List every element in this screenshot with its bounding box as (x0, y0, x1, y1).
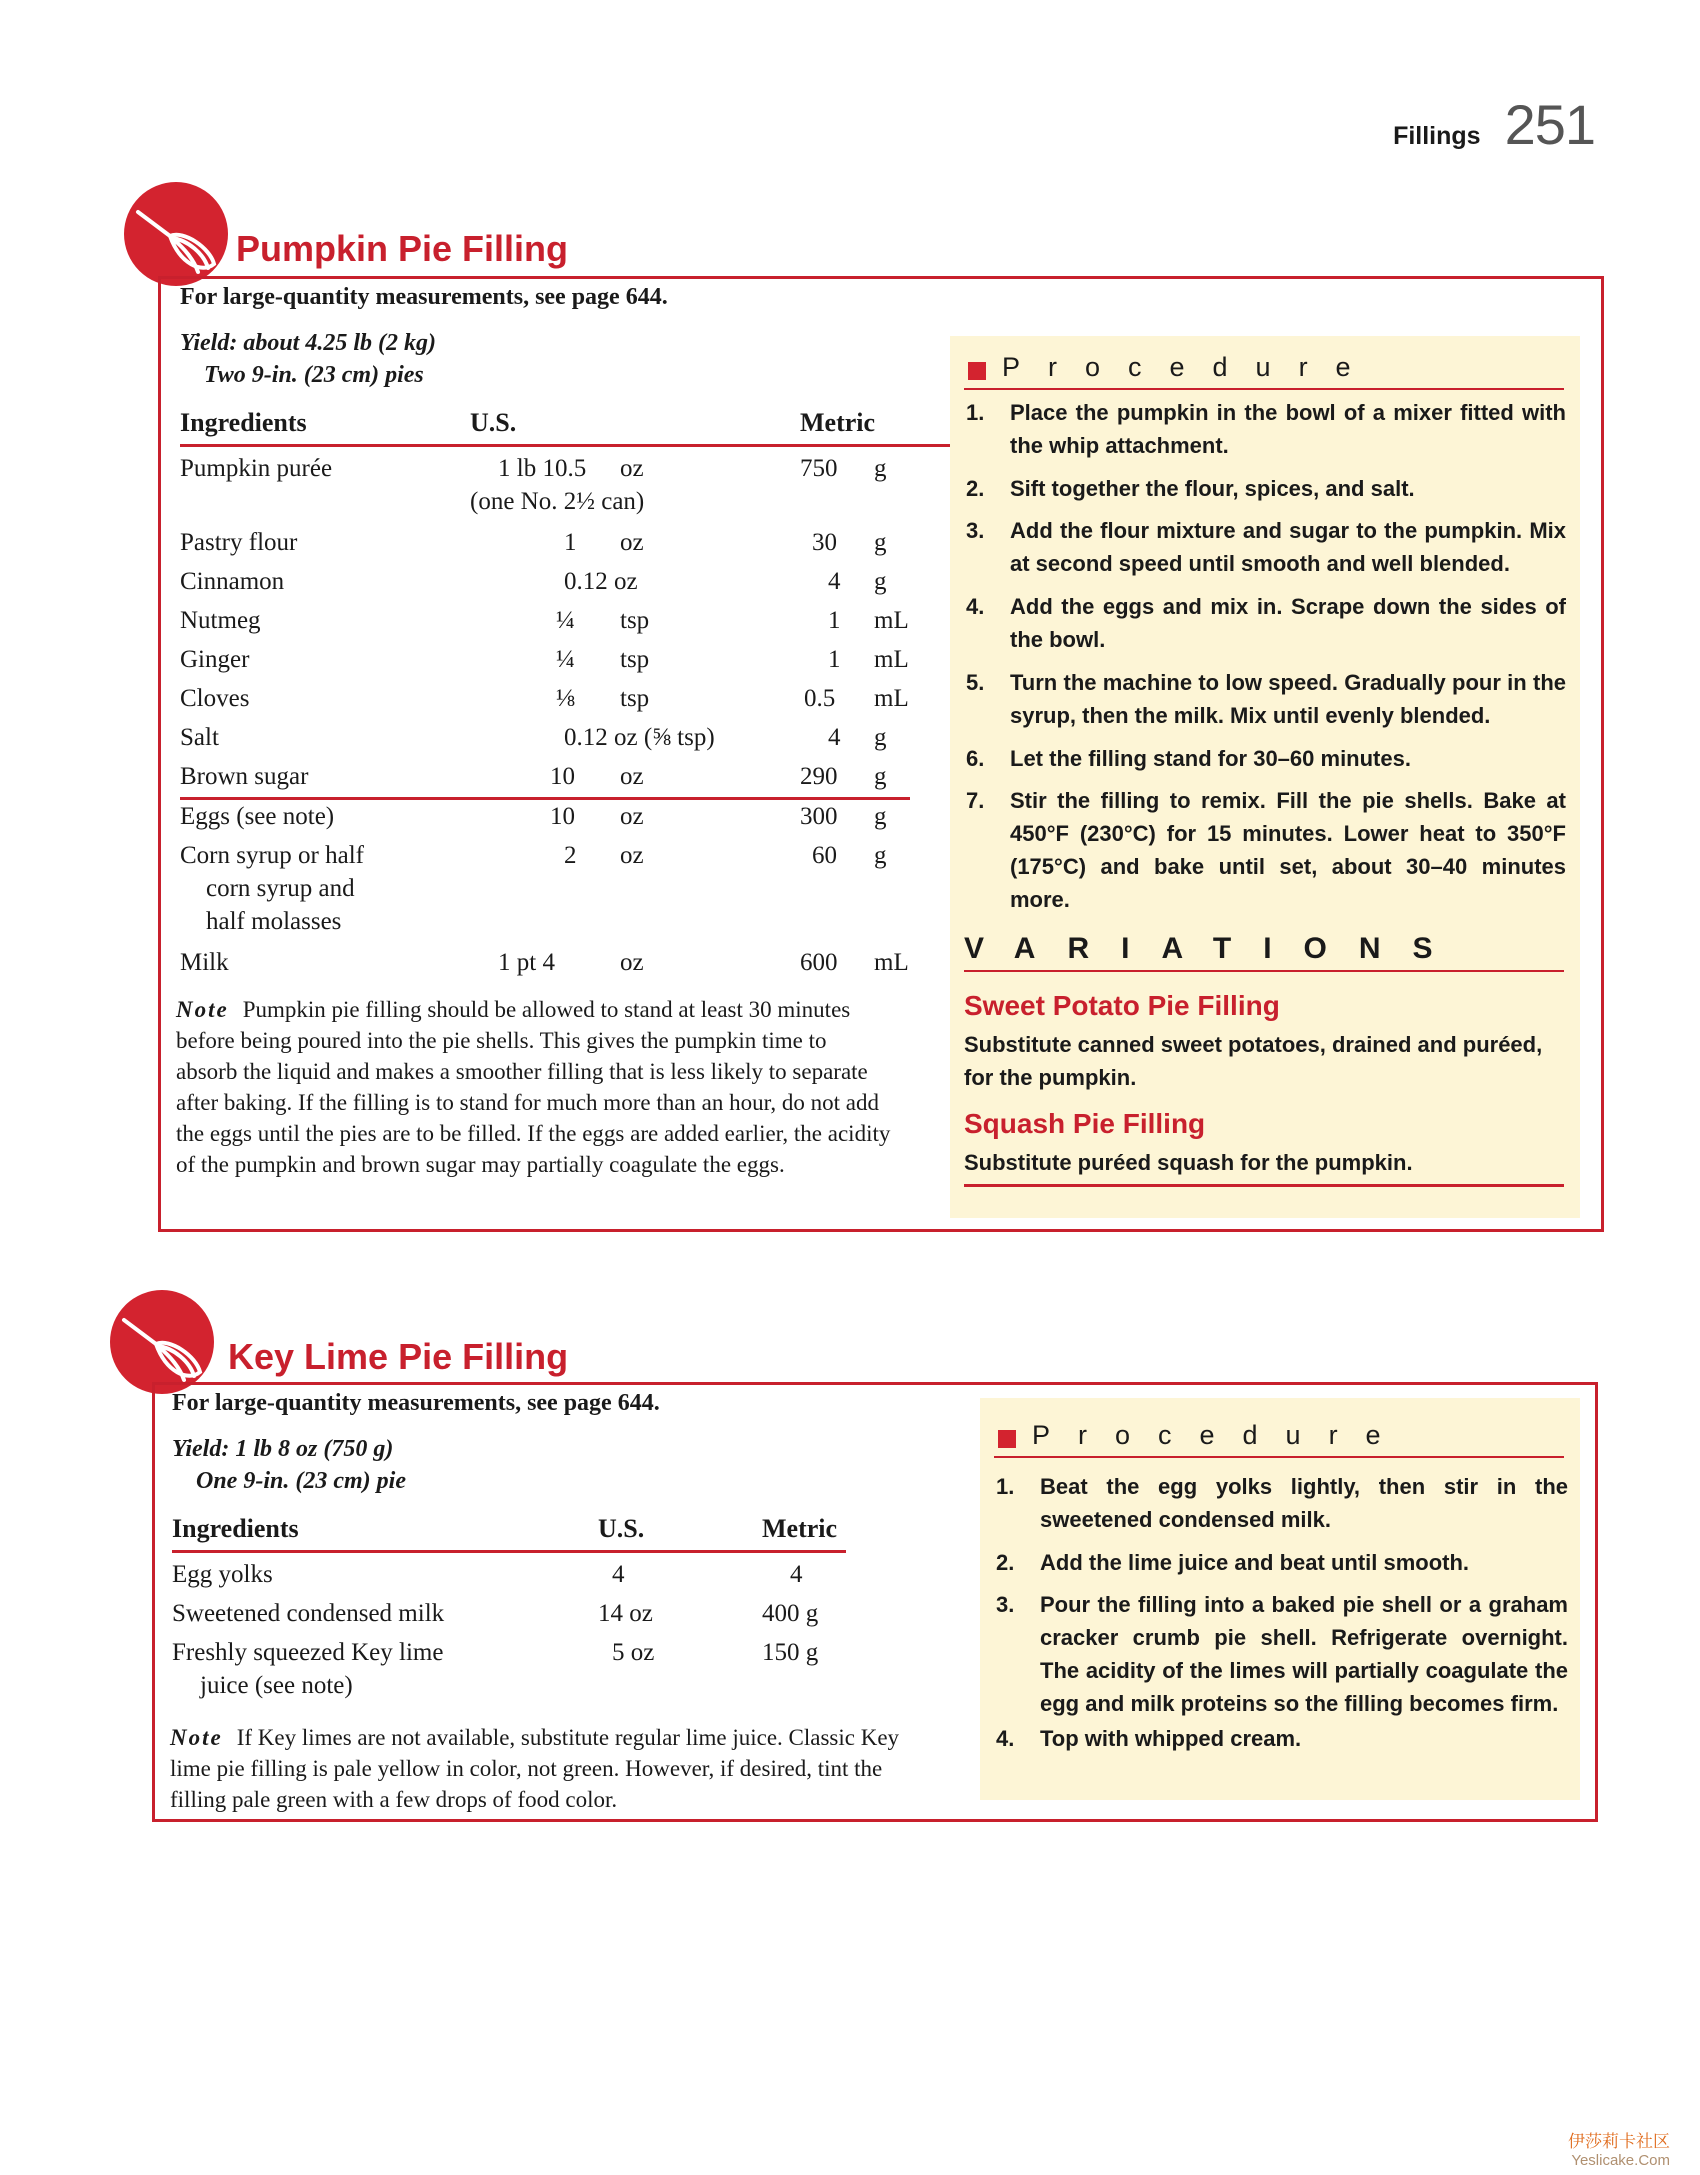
variations-heading (964, 930, 1564, 972)
us-qty: ¼ (556, 607, 575, 634)
header-metric: Metric (800, 408, 876, 437)
table-row (172, 1636, 872, 1706)
us-unit: oz (620, 842, 644, 869)
metric-qty: 600 (800, 949, 838, 976)
heading-marker (998, 1430, 1016, 1448)
header-us: U.S. (598, 1514, 645, 1543)
us-unit: tsp (620, 646, 650, 673)
step-number: 4. (966, 594, 985, 619)
yield-line-2: Two 9-in. (23 cm) pies (204, 362, 424, 388)
ingredient-name: Brown sugar (180, 763, 309, 790)
yield (172, 1433, 952, 1497)
header-ingredients: Ingredients (172, 1514, 299, 1543)
metric-qty: 0.5 (804, 685, 836, 712)
us-extra: (one No. 2½ can) (470, 488, 645, 515)
watermark (1568, 2127, 1670, 2169)
step-number: 2. (996, 1550, 1015, 1575)
variation-text: Substitute canned sweet potatoes, drained and puréed, for the pumpkin. (964, 1032, 1543, 1090)
step-number: 2. (966, 476, 985, 501)
yield (180, 327, 950, 391)
step-number: 1. (966, 400, 985, 425)
step-number: 5. (966, 670, 985, 695)
step-text: Add the lime juice and beat until smooth. (1040, 1550, 1470, 1575)
ingredient-name-line-2: juice (see note) (200, 1672, 353, 1699)
metric-qty: 4 (828, 568, 841, 595)
step-text: Let the filling stand for 30–60 minutes. (1010, 746, 1411, 771)
ingredient-name: Milk (180, 949, 229, 976)
metric-qty: 400 g (762, 1600, 819, 1627)
page-number: 251 (1504, 93, 1595, 156)
metric-unit: mL (874, 685, 909, 712)
us-qty: 10 (550, 763, 575, 790)
ingredient-name: Ginger (180, 646, 250, 673)
step-number: 3. (966, 518, 985, 543)
ingredient-name: Nutmeg (180, 607, 261, 634)
ingredient-name-line-2: corn syrup and (206, 875, 355, 902)
ingredient-name: Freshly squeezed Key lime (172, 1639, 444, 1666)
step-number: 4. (996, 1726, 1015, 1751)
ingredient-name: Sweetened condensed milk (172, 1600, 445, 1627)
us-unit: tsp (620, 685, 650, 712)
watermark-cn: 伊莎莉卡社区 (1568, 2132, 1670, 2152)
ingredient-name: Pumpkin purée (180, 455, 333, 482)
metric-qty: 750 (800, 455, 838, 482)
divider (964, 1184, 1564, 1187)
metric-unit: g (874, 455, 887, 482)
note (176, 994, 892, 1180)
us-unit: oz (620, 763, 644, 790)
procedure-panel (950, 336, 1580, 1218)
metric-unit: g (874, 529, 887, 556)
procedure-heading (964, 348, 1564, 390)
procedure-step (966, 396, 1566, 462)
step-number: 1. (996, 1474, 1015, 1499)
running-header (1393, 92, 1595, 157)
metric-qty: 60 (812, 842, 837, 869)
metric-qty: 4 (790, 1561, 803, 1588)
metric-qty: 1 (828, 646, 841, 673)
heading-marker (968, 362, 986, 380)
metric-qty: 1 (828, 607, 841, 634)
metric-unit: mL (874, 949, 909, 976)
metric-unit: g (874, 842, 887, 869)
metric-qty: 290 (800, 763, 838, 790)
us-unit: oz (620, 455, 644, 482)
yield-line-2: One 9-in. (23 cm) pie (196, 1468, 406, 1494)
metric-unit: g (874, 568, 887, 595)
ingredient-name: Egg yolks (172, 1561, 273, 1588)
us-qty: 0.12 oz (⅝ tsp) (564, 724, 715, 751)
us-qty: 4 (612, 1561, 625, 1588)
yield-line-1: Yield: 1 lb 8 oz (750 g) (172, 1436, 394, 1462)
section-label: Fillings (1393, 122, 1481, 150)
ingredient-name: Cloves (180, 685, 250, 712)
ingredient-name: Pastry flour (180, 529, 298, 556)
metric-qty: 300 (800, 803, 838, 830)
whisk-icon (124, 182, 228, 286)
us-qty: 10 (550, 803, 575, 830)
procedure-label: Procedure (1002, 352, 1379, 382)
note-label: Note (170, 1725, 223, 1750)
step-number: 7. (966, 788, 985, 813)
ingredients-header (180, 404, 950, 447)
procedure-panel (980, 1398, 1580, 1800)
step-text: Add the flour mixture and sugar to the pumpkin. Mix at second speed until smooth and well blended. (1010, 518, 1566, 576)
procedure-step (996, 1470, 1566, 1536)
procedure-label: Procedure (1032, 1420, 1409, 1450)
header-ingredients: Ingredients (180, 408, 307, 437)
us-qty: 14 oz (598, 1600, 653, 1627)
table-row (180, 452, 950, 522)
step-text: Beat the egg yolks lightly, then stir in the sweetened condensed milk. (1040, 1474, 1568, 1532)
us-qty: 1 lb 10.5 (498, 455, 587, 482)
yield-line-1: Yield: about 4.25 lb (2 kg) (180, 330, 436, 356)
step-number: 6. (966, 746, 985, 771)
pumpkin-left-column (180, 284, 950, 391)
large-quantity-note: For large-quantity measurements, see page 644. (180, 284, 668, 310)
variation-title: Sweet Potato Pie Filling (964, 990, 1280, 1021)
note-text: If Key limes are not available, substitute regular lime juice. Classic Key lime pie filling is pale yellow in color, not green. However, if desired, tint the filling pale green with a few drops of food color. (170, 1725, 900, 1812)
us-qty: 0.12 oz (564, 568, 638, 595)
us-qty: 1 (564, 529, 577, 556)
ingredient-name: Eggs (see note) (180, 803, 335, 830)
us-unit: oz (620, 529, 644, 556)
metric-qty: 4 (828, 724, 841, 751)
metric-unit: g (874, 803, 887, 830)
step-text: Pour the filling into a baked pie shell or a graham cracker crumb pie shell. Refrigerate overnight. The acidity of the limes will partially coagulate the egg and milk proteins so the filling becomes firm. (1040, 1592, 1568, 1716)
us-unit: oz (620, 803, 644, 830)
keylime-left-column (172, 1390, 952, 1497)
us-qty: ¼ (556, 646, 575, 673)
note-text: Pumpkin pie filling should be allowed to stand at least 30 minutes before being poured into the pie shells. This gives the pumpkin time to absorb the liquid and makes a smoother filling that is less likely to separate after baking. If the filling is to stand for much more than an hour, do not add the eggs until the pies are to be filled. If the eggs are added earlier, the acidity of the pumpkin and brown sugar may partially coagulate the eggs. (176, 997, 891, 1177)
metric-unit: g (874, 763, 887, 790)
ingredient-name: Salt (180, 724, 219, 751)
metric-qty: 150 g (762, 1639, 819, 1666)
note-label: Note (176, 997, 229, 1022)
ingredient-name: Corn syrup or half (180, 842, 364, 869)
procedure-heading (994, 1416, 1564, 1458)
variation-text: Substitute puréed squash for the pumpkin. (964, 1150, 1413, 1175)
metric-unit: mL (874, 607, 909, 634)
header-us: U.S. (470, 408, 517, 437)
metric-unit: g (874, 724, 887, 751)
us-qty: 2 (564, 842, 577, 869)
header-metric: Metric (762, 1514, 838, 1543)
variation-title: Squash Pie Filling (964, 1108, 1206, 1139)
large-quantity-note: For large-quantity measurements, see page 644. (172, 1390, 660, 1416)
step-text: Sift together the flour, spices, and salt. (1010, 476, 1415, 501)
step-number: 3. (996, 1592, 1015, 1617)
step-text: Place the pumpkin in the bowl of a mixer fitted with the whip attachment. (1010, 400, 1566, 458)
step-text: Top with whipped cream. (1040, 1726, 1302, 1751)
us-unit: tsp (620, 607, 650, 634)
step-text: Add the eggs and mix in. Scrape down the sides of the bowl. (1010, 594, 1566, 652)
us-qty: ⅛ (556, 685, 575, 712)
us-unit: oz (620, 949, 644, 976)
ingredients-header (172, 1510, 846, 1553)
us-qty: 5 oz (612, 1639, 655, 1666)
step-text: Stir the filling to remix. Fill the pie shells. Bake at 450°F (230°C) for 15 minutes. Lower heat to 350°F (175°C) and bake until set, about 30–40 minutes more. (1010, 788, 1566, 912)
ingredient-name: Cinnamon (180, 568, 285, 595)
ingredient-name-line-3: half molasses (206, 908, 342, 935)
metric-unit: mL (874, 646, 909, 673)
note (170, 1722, 940, 1815)
table-row (180, 839, 950, 941)
recipe-title: Pumpkin Pie Filling (236, 228, 569, 269)
metric-qty: 30 (812, 529, 837, 556)
whisk-icon (110, 1290, 214, 1394)
us-qty: 1 pt 4 (498, 949, 555, 976)
watermark-en: Yeslicake.Com (1571, 2152, 1670, 2169)
variations-label: VARIATIONS (964, 932, 1465, 965)
step-text: Turn the machine to low speed. Gradually pour in the syrup, then the milk. Mix until evenly blended. (1010, 670, 1566, 728)
recipe-title: Key Lime Pie Filling (228, 1336, 569, 1377)
